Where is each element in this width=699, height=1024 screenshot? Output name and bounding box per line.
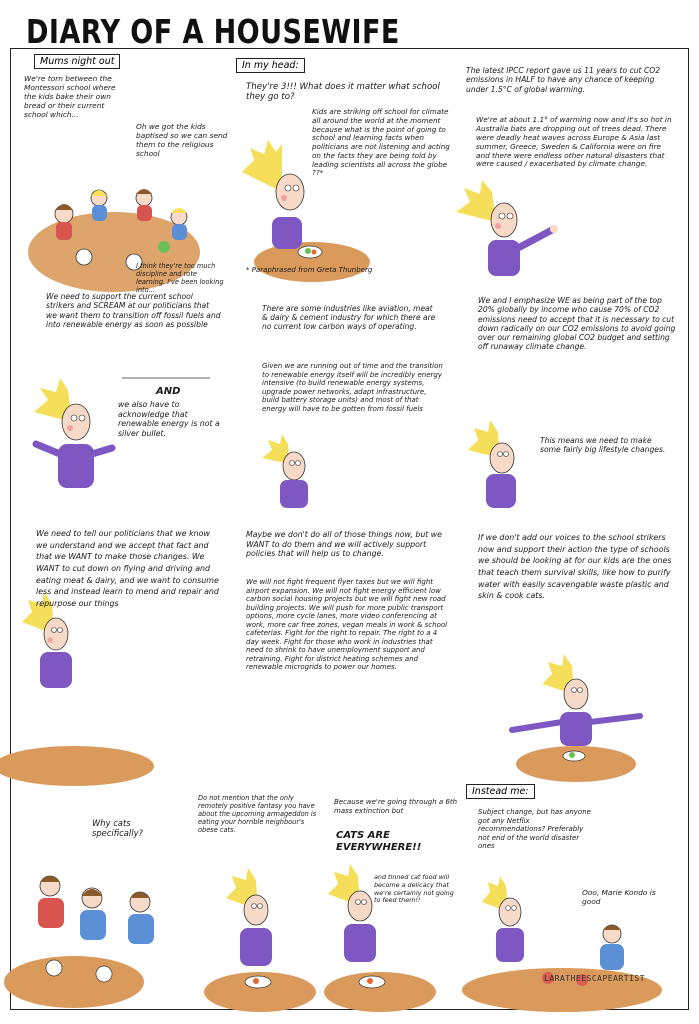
- text-warming-now: We're at about 1.1° of warming now and it's so hot in Australia bats are dropping out of trees dead. There were deadly heat waves across Europe & Asia last summer, Greece, Sweden & California were on fire and there were endless other natural disasters that were caused / exacerbated by climate change.: [476, 115, 672, 169]
- speech-why-cats: Why cats specifically?: [92, 818, 143, 839]
- text-we-emphasize: We and I emphasize WE as being part of the top 20% globally by income who cause 70% of CO2 emissions need to accept that it is necessary to cut down radically on our CO2 emissions to avoid going over our remaining global CO2 budget and setting off runaway climate change.: [478, 296, 676, 352]
- text-mass-extinction: Because we're going through a 6th mass extinction but: [334, 798, 458, 815]
- text-ipcc-report: The latest IPCC report gave us 11 years to cut CO2 emissions in HALF to have any chance of keeping under 1.5°C of global warming.: [466, 66, 661, 94]
- text-silver-bullet: we also have to acknowledge that renewable energy is not a silver bullet.: [118, 400, 220, 438]
- panel-support-strikers: [14, 282, 230, 510]
- text-running-out-of-time: Given we are running out of time and the transition to renewable energy itself will be incredibly energy intensive (to build renewable energy systems, upgrade power networks, adapt infrastructure, build battery storage units) and most of that energy will have to be gotten from fossil fuels: [262, 362, 443, 413]
- speech-baptised: Oh we got the kids baptised so we can send them to the religious school: [136, 122, 228, 159]
- panel-mums-night-out: [14, 52, 230, 295]
- footnote-greta: * Paraphrased from Greta Thunberg: [246, 266, 373, 274]
- panel-ipcc: [456, 52, 682, 280]
- text-do-not-mention: Do not mention that the only remotely positive fantasy you have about the upcoming armageddon is eating your horrible neighbour's obese cats.: [198, 794, 317, 835]
- text-maybe-we-dont: Maybe we don't do all of those things now, but we WANT to do them and we will actively support policies that will help us to change.: [246, 530, 442, 558]
- panel-do-not-mention: [192, 778, 328, 1006]
- panel-in-my-head: [232, 52, 454, 280]
- panel-label: Mums night out: [34, 54, 120, 69]
- friends-table-illustration: [14, 778, 190, 1006]
- panel-we-emphasize: [456, 282, 682, 510]
- speech-marie-kondo: Ooo, Marie Kondo is good: [582, 888, 656, 907]
- text-cats-are-everywhere: CATS ARE EVERYWHERE!!: [336, 830, 422, 853]
- text-lifestyle-changes: This means we need to make some fairly big lifestyle changes.: [540, 436, 666, 455]
- text-tell-politicians: We need to tell our politicians that we know we understand and we accept that fact and that we WANT to make those changes. We WANT to cut down on flying and driving and eating meat & dairy, and we want to consume less and instead learn to mend and repair and repurpose our things: [36, 529, 219, 609]
- thought-theyre-3: They're 3!!! What does it matter what school they go to?: [246, 82, 440, 103]
- text-we-will-fight: We will not fight frequent flyer taxes but we will fight airport expansion. We will not fight energy efficient low carbon social housing projects but we will fight new road building projects. We will push for more public transport options, more cycle lanes, more video conferencing at work, more car free zones, vegan meals in work & school cafeterias. Fight for the right to repair. The right to a 4 day week. Fight for those who work in industries that need to shrink to have unemployment support and retraining. Fight for district heating schemes and renewable microgrids to power our homes.: [246, 578, 448, 672]
- panel-instead-me: [462, 778, 682, 1006]
- text-survival-skills: If we don't add our voices to the school strikers now and support their action the type of schools we should be looking at for our kids are the ones that teach them survival skills, like how to purify water with easily scavengable waste plastic and skin & cook cats.: [478, 533, 672, 601]
- speech-netflix: Subject change, but has anyone got any Netflix recommendations? Preferably not end of the world disaster ones: [478, 808, 591, 851]
- panel-industries: [232, 282, 454, 510]
- panel-label: In my head:: [236, 58, 305, 73]
- speech-montessori: We're torn between the Montessori school where the kids bake their own bread or their current school which...: [24, 74, 116, 120]
- panel-label: Instead me:: [466, 784, 535, 799]
- speech-discipline: I think they're too much discipline and rote learning. I've been looking into...: [136, 262, 224, 295]
- text-and: AND: [156, 386, 181, 397]
- thought-kids-striking: Kids are striking off school for climate all around the world at the moment because what is the point of going to school and learning facts when politicians are not listening and acting on the facts they are being told by leading scientists all across the globe ??*: [312, 107, 450, 178]
- artist-signature: LARATHEESCAPEARTIST: [544, 974, 646, 983]
- text-tinned-cat-food: and tinned cat food will become a delicacy that we're certainly not going to feed them!!: [374, 873, 454, 905]
- page-title: DIARY OF A HOUSEWIFE: [26, 12, 400, 51]
- panel-cats-everywhere: [330, 778, 460, 1006]
- text-support-strikers: We need to support the current school strikers and SCREAM at our politicians that we want them to transition off fossil fuels and into renewable energy as soon as possible: [46, 292, 221, 329]
- panel-tell-politicians: [14, 512, 230, 776]
- text-industries-aviation: There are some industries like aviation, meat & dairy & cement industry for which there are no current low carbon ways of operating.: [262, 304, 436, 332]
- panel-survival-skills: [456, 512, 682, 776]
- panel-why-cats: [14, 778, 190, 1006]
- panel-maybe-we-dont: [232, 512, 454, 776]
